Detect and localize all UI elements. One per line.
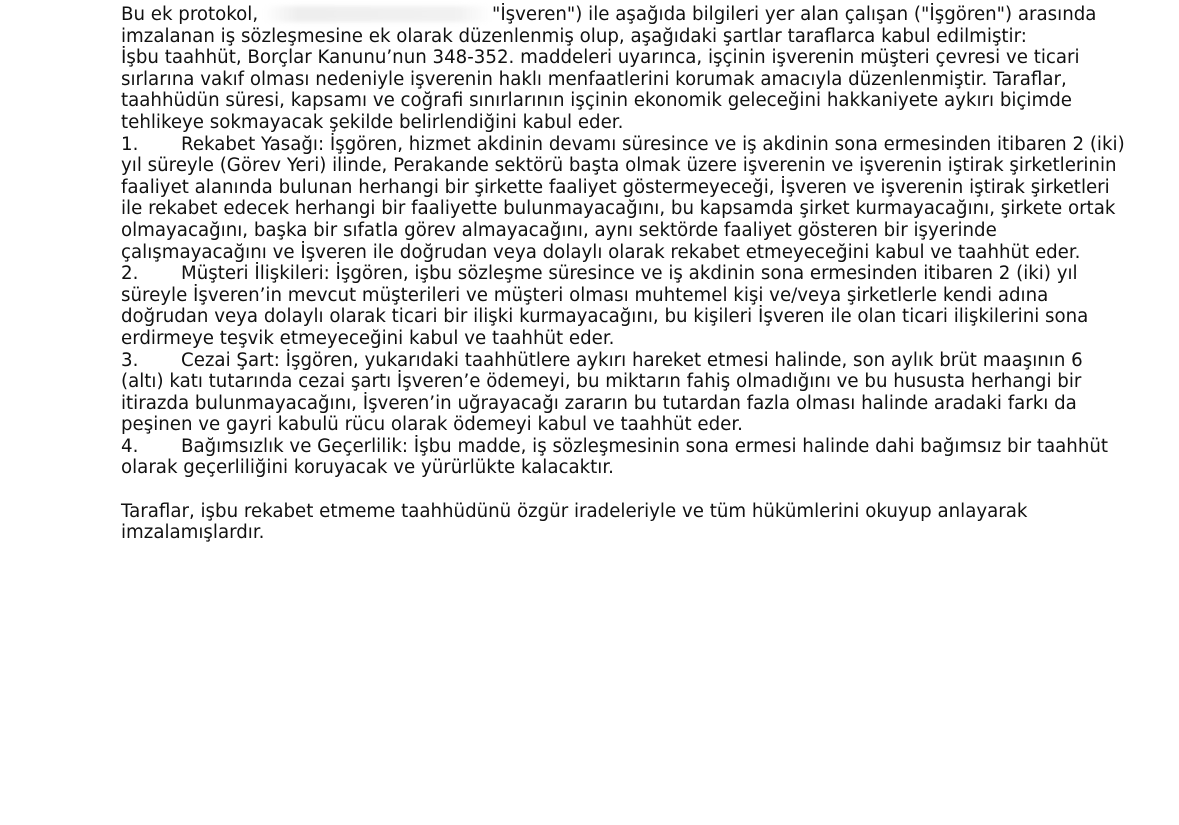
redacted-party-name — [264, 6, 492, 22]
clause-number: 2. — [121, 263, 139, 285]
clause-number: 4. — [121, 435, 139, 457]
clause-number: 3. — [121, 349, 139, 371]
clause-4 — [121, 436, 1131, 479]
purpose-paragraph: İşbu taahhüt, Borçlar Kanunu’nun 348-352. maddeleri uyarınca, işçinin işverenin müşteri çevresi ve ticari sırlarına vakıf olması nedeniyle işverenin haklı menfaatlerini korumak amacıyla düzenlenmiştir. Taraflar, taahhüdün süresi, kapsamı ve coğrafi sınırlarının işçinin ekonomik geleceğini hakkaniyete aykırı biçimde tehlikeye sokmayacak şekilde belirlendiğini kabul eder. — [121, 47, 1080, 133]
document-body — [121, 4, 1131, 544]
intro-lead: Bu ek protokol, — [121, 4, 259, 25]
clause-text: Cezai Şart: İşgören, yukarıdaki taahhütlere aykırı hareket etmesi halinde, son aylık brüt maaşının 6 (altı) katı tutarında cezai şartı İşveren’e ödemeyi, bu miktarın fahiş olmadığını ve bu hususta herhangi bir itirazda bulunmayacağını, İşveren’in uğrayacağı zararın bu tutardan fazla olması halinde aradaki farkı da peşinen ve gayri kabulü rücu olarak ödemeyi kabul ve taahhüt eder. — [121, 349, 1083, 436]
clause-text: Rekabet Yasağı: İşgören, hizmet akdinin devamı süresince ve iş akdinin sona ermesinden itibaren 2 (iki) yıl süreyle (Görev Yeri) ilinde, Perakande sektörü başta olmak üzere işverenin ve işverenin iştirak şirketlerinin faaliyet alanında bulunan herhangi bir şirkette faaliyet göstermeyeceği, İşveren ve işverenin iştirak şirketleri ile rekabet edecek herhangi bir faaliyette bulunmayacağını, bu kapsamda şirket kurmayacağını, şirkete ortak olmayacağını, başka bir sıfatla görev almayacağını, aynı sektörde faaliyet gösteren bir işyerinde çalışmayacağını ve İşveren ile doğrudan veya dolaylı olarak rekabet etmeyeceğini kabul ve taahhüt eder. — [121, 133, 1125, 263]
clause-2 — [121, 263, 1131, 349]
clause-text: Bağımsızlık ve Geçerlilik: İşbu madde, iş sözleşmesinin sona ermesi halinde dahi bağımsız bir taahhüt olarak geçerliliğini koruyacak ve yürürlükte kalacaktır. — [121, 435, 1109, 479]
clause-number: 1. — [121, 133, 139, 155]
intro-text: "İşveren") ile aşağıda bilgileri yer alan çalışan ("İşgören") arasında imzalanan iş sözleşmesine ek olarak düzenlenmiş olup, aşağıdaki şartlar taraflarca kabul edilmiştir: — [121, 4, 1097, 47]
clause-text: Müşteri İlişkileri: İşgören, işbu sözleşme süresince ve iş akdinin sona ermesinden itibaren 2 (iki) yıl süreyle İşveren’in mevcut müşterileri ve müşteri olması muhtemel kişi ve/veya şirketlerle kendi adına doğrudan veya dolaylı olarak ticari bir ilişki kurmayacağını, bu kişileri İşveren ile olan ticari ilişkilerini sona erdirmeye teşvik etmeyeceğini kabul ve taahhüt eder. — [121, 263, 1089, 349]
intro-paragraph — [121, 4, 1131, 47]
clause-3 — [121, 350, 1131, 436]
clause-1 — [121, 134, 1131, 264]
closing-paragraph: Taraflar, işbu rekabet etmeme taahhüdünü özgür iradeleriyle ve tüm hükümlerini okuyup anlayarak imzalamışlardır. — [121, 500, 1028, 544]
spacer — [121, 479, 1131, 501]
